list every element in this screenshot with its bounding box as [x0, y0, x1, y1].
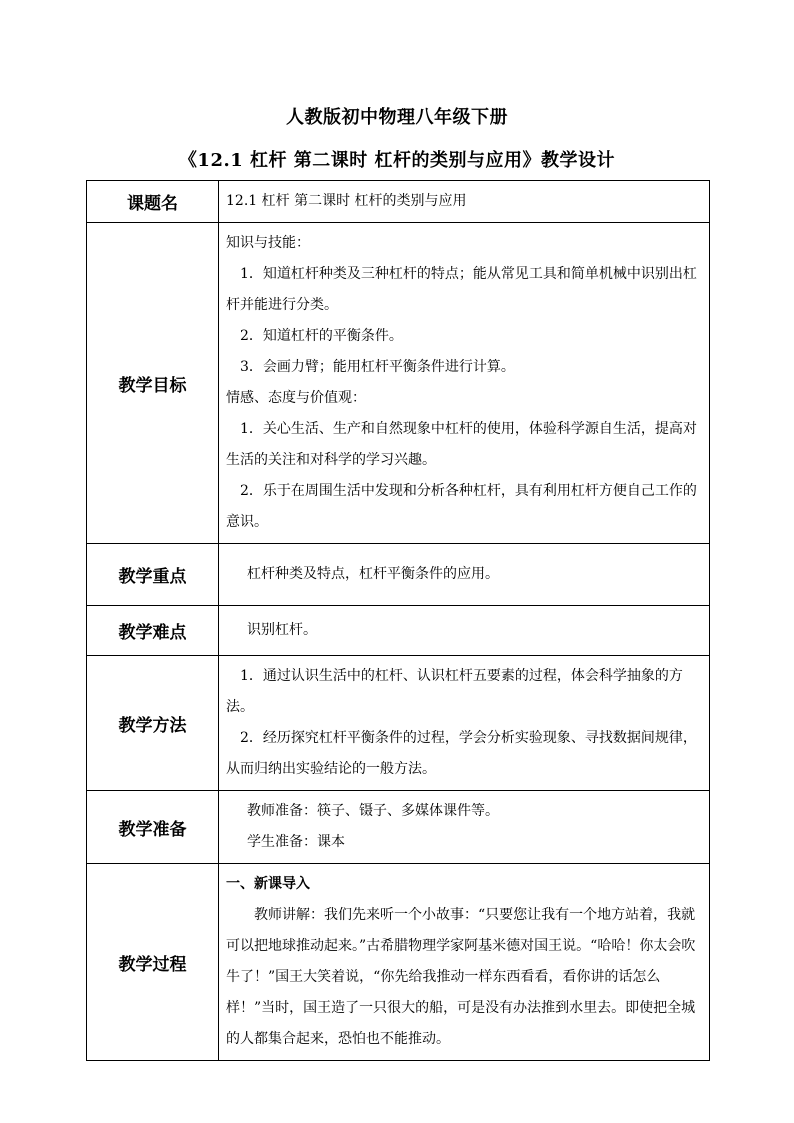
objectives-line: 2．知道杠杆的平衡条件。 — [240, 328, 403, 344]
document-title: 人教版初中物理八年级下册 — [286, 107, 508, 128]
row-label-process: 教学过程 — [87, 864, 219, 1061]
objectives-line: 1．知道杠杆种类及三种杠杆的特点；能从常见工具和简单机械中识别出杠杆并能进行分类。 — [226, 266, 697, 313]
lesson-plan-table — [86, 180, 710, 1061]
table-row-methods — [87, 656, 710, 791]
objectives-line: 情感、态度与价值观： — [226, 390, 366, 406]
table-row-difficulties — [87, 606, 710, 656]
methods-content — [219, 656, 710, 791]
preparation-line: 学生准备：课本 — [247, 834, 345, 850]
row-label-preparation: 教学准备 — [87, 791, 219, 864]
key-points-text: 杠杆种类及特点，杠杆平衡条件的应用。 — [219, 544, 710, 606]
row-label-difficulties: 教学难点 — [87, 606, 219, 656]
objectives-line: 2．乐于在周围生活中发现和分析各种杠杆，具有利用杠杆方便自己工作的意识。 — [226, 483, 697, 530]
row-label-topic: 课题名 — [87, 181, 219, 223]
objectives-line: 知识与技能： — [226, 235, 310, 251]
methods-line: 1．通过认识生活中的杠杆、认识杠杆五要素的过程，体会科学抽象的方法。 — [226, 668, 683, 715]
objectives-line: 1．关心生活、生产和自然现象中杠杆的使用，体验科学源自生活，提高对生活的关注和对科学的学习兴趣。 — [226, 421, 697, 468]
preparation-line: 教师准备：筷子、镊子、多媒体课件等。 — [247, 803, 499, 819]
process-content — [219, 864, 710, 1061]
table-row-key-points — [87, 544, 710, 606]
table-row-objectives — [87, 223, 710, 544]
topic-text: 12.1 杠杆 第二课时 杠杆的类别与应用 — [219, 181, 710, 223]
methods-line: 2．经历探究杠杆平衡条件的过程，学会分析实验现象、寻找数据间规律，从而归纳出实验结论的一般方法。 — [226, 730, 697, 777]
process-paragraph: 教师讲解：我们先来听一个小故事：“只要您让我有一个地方站着，我就可以把地球推动起来。”古希腊物理学家阿基米德对国王说。“哈哈！你太会吹牛了！”国王大笑着说，“你先给我推动一样东西看看，看你讲的话怎么样！”当时，国王造了一只很大的船，可是没有办法推到水里去。即使把全城的人都集合起来，恐怕也不能推动。 — [226, 907, 696, 1047]
difficulties-text: 识别杠杆。 — [219, 606, 710, 656]
objectives-line: 3．会画力臂；能用杠杆平衡条件进行计算。 — [240, 359, 515, 375]
preparation-content — [219, 791, 710, 864]
row-label-methods: 教学方法 — [87, 656, 219, 791]
document-subtitle: 《12.1 杠杆 第二课时 杠杆的类别与应用》教学设计 — [178, 150, 616, 171]
row-label-objectives: 教学目标 — [87, 223, 219, 544]
table-row-topic — [87, 181, 710, 223]
table-row-process — [87, 864, 710, 1061]
process-heading: 一、新课导入 — [226, 876, 310, 892]
objectives-content — [219, 223, 710, 544]
table-row-preparation — [87, 791, 710, 864]
row-label-key-points: 教学重点 — [87, 544, 219, 606]
